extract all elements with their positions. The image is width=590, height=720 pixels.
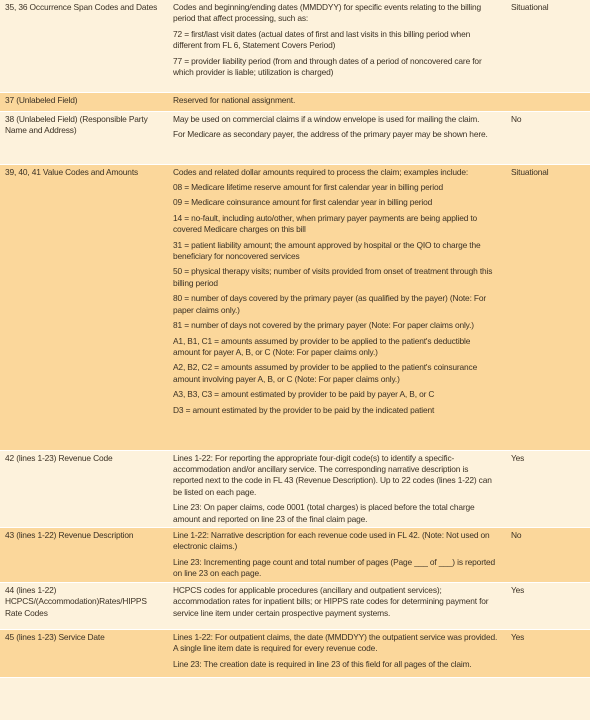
field-label: 44 (lines 1-22) HCPCS/(Accommodation)Rates/HIPPS Rate Codes: [5, 584, 147, 618]
table-row: [0, 111, 590, 164]
description-paragraph: For Medicare as secondary payer, the address of the primary payer may be shown here.: [173, 128, 488, 139]
table-row: [0, 92, 590, 111]
description-paragraph: Line 23: On paper claims, code 0001 (total charges) is placed before the total charge amount and reported on line 23 of the final claim page.: [173, 502, 475, 524]
required-status: [505, 92, 590, 111]
required-status: No: [511, 113, 522, 124]
description-paragraph: D3 = amount estimated by the provider to be paid by the indicated patient: [173, 404, 435, 415]
table-row: [0, 0, 590, 92]
field-label: 42 (lines 1-23) Revenue Code: [5, 452, 113, 463]
description-paragraph: 09 = Medicare coinsurance amount for first calendar year in billing period: [173, 197, 433, 208]
description-paragraph: Line 1-22: Narrative description for each revenue code used in FL 42. (Note: Not used on electronic claims.): [173, 530, 490, 552]
required-status: No: [511, 530, 522, 541]
required-status: Situational: [511, 2, 549, 12]
description-paragraph: HCPCS codes for applicable procedures (ancillary and outpatient services); accommodation rates for inpatient bills; or HIPPS rate codes for determining payment for service line item under certain prospective payment systems.: [173, 584, 489, 618]
description-paragraph: A1, B1, C1 = amounts assumed by provider to be applied to the patient's deductible amount for payer A, B, or C (Note: For paper claims only.): [173, 335, 471, 357]
field-label: 35, 36 Occurrence Span Codes and Dates: [5, 2, 158, 12]
required-status: Situational: [511, 166, 549, 177]
table-row: [0, 629, 590, 677]
description-paragraph: 80 = number of days covered by the primary payer (as qualified by the payer) (Note: For paper claims only.): [173, 293, 487, 315]
description-paragraph: Codes and beginning/ending dates (MMDDYY) for specific events relating to the billing period that affect processing, such as:: [173, 2, 482, 24]
table-row: [0, 164, 590, 450]
table-row: [0, 582, 590, 629]
field-label: 45 (lines 1-23) Service Date: [5, 631, 105, 642]
description-paragraph: 72 = first/last visit dates (actual dates of first and last visits in this billing period when different from FL 6, Statement Covers Period): [173, 28, 471, 51]
description-paragraph: May be used on commercial claims if a window envelope is used for mailing the claim.: [173, 113, 480, 124]
required-status: Yes: [511, 584, 525, 595]
description-paragraph: Line 23: Incrementing page count and total number of pages (Page ___ of ___) is reported on line 23 on each page.: [173, 556, 496, 579]
required-status: Yes: [511, 631, 525, 642]
field-description: [169, 528, 505, 583]
description-paragraph: 31 = patient liability amount; the amount approved by hospital or the QIO to charge the beneficiary for noncovered services: [173, 239, 481, 262]
field-description: [169, 0, 505, 92]
description-paragraph: 77 = provider liability period (from and through dates of a period of noncovered care for which provider is liable; utilization is charged): [173, 55, 482, 78]
description-paragraph: Reserved for national assignment.: [173, 94, 296, 105]
field-label: 37 (Unlabeled Field): [5, 94, 78, 105]
field-description: [169, 92, 505, 111]
description-paragraph: Lines 1-22: For outpatient claims, the date (MMDDYY) the outpatient service was provided. A single line item date is required for every revenue code.: [173, 631, 498, 654]
field-label: 43 (lines 1-22) Revenue Description: [5, 530, 134, 541]
field-description: [169, 111, 505, 164]
description-paragraph: 08 = Medicare lifetime reserve amount for first calendar year in billing period: [173, 181, 444, 192]
field-description: [169, 164, 505, 450]
field-label: 39, 40, 41 Value Codes and Amounts: [5, 166, 139, 177]
table-row: [0, 528, 590, 583]
required-status: Yes: [511, 452, 525, 463]
description-paragraph: A3, B3, C3 = amount estimated by provider to be paid by payer A, B, or C: [173, 389, 435, 400]
description-paragraph: 50 = physical therapy visits; number of visits provided from onset of treatment through this billing period: [173, 266, 493, 288]
description-paragraph: 81 = number of days not covered by the primary payer (Note: For paper claims only.): [173, 320, 474, 331]
description-paragraph: Lines 1-22: For reporting the appropriate four-digit code(s) to identify a specific-accommodation and/or ancillary service. The corresponding narrative description is reported next to the code in FL 43 (Revenue Description). Up to 22 codes (lines 1-22) can be listed on each page.: [173, 452, 492, 497]
description-paragraph: A2, B2, C2 = amounts assumed by provider to be applied to the patient's coinsurance amount involving payer A, B, or C (Note: For paper claims only.): [173, 362, 478, 384]
field-description: [169, 450, 505, 528]
description-paragraph: Codes and related dollar amounts required to process the claim; examples include:: [173, 166, 469, 177]
field-description: [169, 582, 505, 629]
field-description: [169, 629, 505, 677]
table-row: [0, 450, 590, 528]
description-paragraph: 14 = no-fault, including auto/other, when primary payer payments are being applied to covered Medicare charges on this bill: [173, 212, 478, 235]
description-paragraph: Line 23: The creation date is required in line 23 of this field for all pages of the claim.: [173, 658, 472, 669]
field-label: 38 (Unlabeled Field) (Responsible Party Name and Address): [5, 113, 148, 135]
